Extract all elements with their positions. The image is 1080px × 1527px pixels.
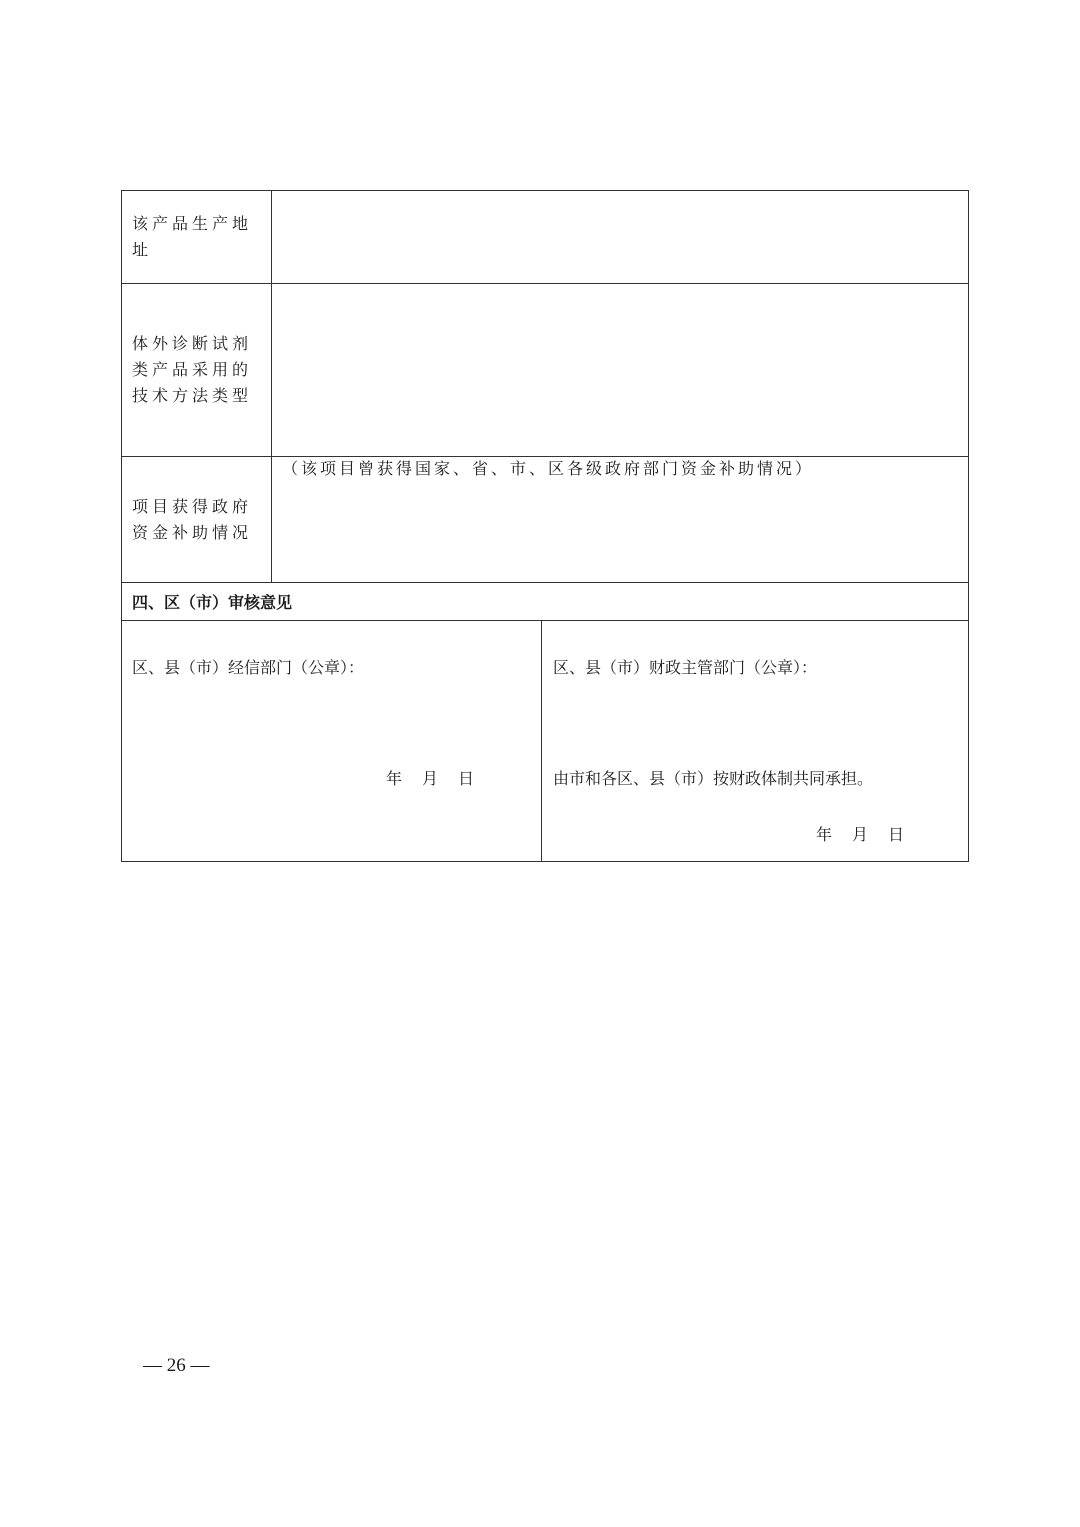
econ-info-dept-cell[interactable] (122, 621, 542, 862)
review-opinion-row (122, 621, 968, 862)
econ-info-dept-heading: 区、县（市）经信部门（公章）： (132, 658, 365, 677)
finance-dept-note: 由市和各区、县（市）按财政体制共同承担。 (553, 769, 874, 788)
date-year: 年 (816, 825, 833, 844)
finance-dept-heading: 区、县（市）财政主管部门（公章）： (553, 658, 818, 677)
section-title: 四、区（市）审核意见 (132, 593, 293, 612)
ivd-method-label: 体外诊断试剂类产品采用的技术方法类型 (132, 334, 253, 405)
application-form-table (121, 190, 969, 862)
finance-dept-date (816, 822, 924, 845)
section-title-row (122, 583, 968, 621)
page-number: — 26 — (143, 1355, 210, 1376)
ivd-method-row (122, 284, 968, 457)
gov-funding-value[interactable] (272, 457, 968, 582)
gov-funding-hint: （该项目曾获得国家、省、市、区各级政府部门资金补助情况） (282, 459, 815, 478)
date-year: 年 (386, 769, 403, 788)
gov-funding-label-cell (122, 457, 272, 582)
econ-info-dept-date (386, 766, 494, 789)
production-address-row (122, 191, 968, 284)
date-day: 日 (458, 769, 475, 788)
production-address-label-cell (122, 191, 272, 283)
gov-funding-label: 项目获得政府资金补助情况 (132, 496, 253, 542)
date-month: 月 (852, 825, 869, 844)
gov-funding-row (122, 457, 968, 583)
ivd-method-value[interactable] (272, 284, 968, 456)
production-address-label: 该产品生产地址 (132, 214, 253, 259)
production-address-value[interactable] (272, 191, 968, 283)
date-month: 月 (422, 769, 439, 788)
ivd-method-label-cell (122, 284, 272, 456)
date-day: 日 (888, 825, 905, 844)
finance-dept-cell[interactable] (542, 621, 968, 862)
